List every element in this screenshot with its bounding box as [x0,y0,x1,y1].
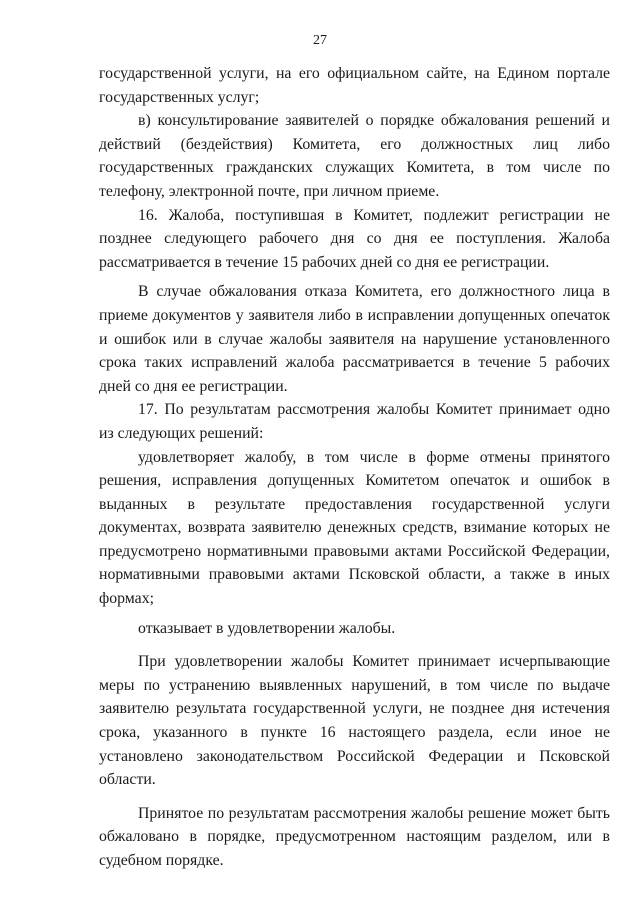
paragraph-refusal-appeal: В случае обжалования отказа Комитета, его должностного лица в приеме документов у заявителя либо в исправлении допущенных опечаток и ошибок или в случае жалобы заявителя на нарушение установленного срока таких исправлений жалоба рассматривается в течение 5 рабочих дней со дня ее регистрации. [99,283,610,395]
paragraph-consultation: в) консультирование заявителей о порядке обжалования решений и действий (бездействия) Комитета, его должностных лиц либо государственных гражданских служащих Комитета, в том числе по телефону, электронной почте, при личном приеме. [99,112,610,200]
paragraph-continuation: государственной услуги, на его официальном сайте, на Едином портале государственных услуг; [99,65,610,106]
paragraph-section-17: 17. По результатам рассмотрения жалобы Комитет принимает одно из следующих решений: [99,401,610,442]
paragraph-remedy-measures: При удовлетворении жалобы Комитет принимает исчерпывающие меры по устранению выявленных нарушений, в том числе по выдаче заявителю результата государственной услуги, не позднее дня истечения срока, указанного в пункте 16 настоящего раздела, если иное не установлено законодательством Российской Федерации и Псковской области. [99,653,610,789]
paragraph-refuse-complaint: отказывает в удовлетворении жалобы. [138,619,396,637]
document-body [99,62,610,873]
paragraph-section-16: 16. Жалоба, поступившая в Комитет, подлежит регистрации не позднее следующего рабочего дня со дня ее поступления. Жалоба рассматривается в течение 15 рабочих дней со дня ее регистрации. [99,206,610,271]
paragraph-decision-appeal: Принятое по результатам рассмотрения жалобы решение может быть обжаловано в порядке, предусмотренном настоящим разделом, или в судебном порядке. [99,804,610,869]
paragraph-satisfy-complaint: удовлетворяет жалобу, в том числе в форме отмены принятого решения, исправления допущенных Комитетом опечаток и ошибок в выданных в результате предоставления государственной услуги документах, возврата заявителю денежных средств, взимание которых не предусмотрено нормативными правовыми актами Российской Федерации, нормативными правовыми актами Псковской области, а также в иных формах; [99,448,610,608]
page-number: 27 [313,33,327,48]
